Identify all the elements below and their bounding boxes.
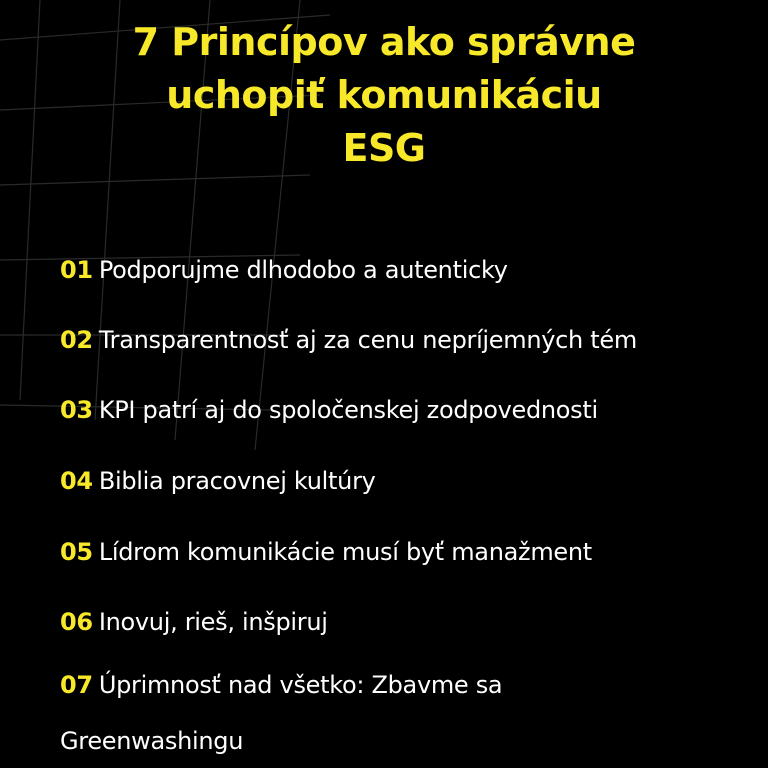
- principle-item-04: [60, 466, 376, 496]
- principle-item-06: [60, 607, 328, 637]
- principle-number: 01: [60, 256, 93, 284]
- principle-item-03: [60, 395, 598, 425]
- principle-number: 06: [60, 608, 93, 636]
- principle-text: Biblia pracovnej kultúry: [98, 467, 376, 495]
- principle-text: Lídrom komunikácie musí byť manažment: [98, 538, 592, 566]
- principle-number: 04: [60, 467, 93, 495]
- title-line-1: 7 Princípov ako správne: [132, 20, 636, 64]
- principle-number: 03: [60, 396, 93, 424]
- principle-item-07-continuation: Greenwashingu: [60, 727, 244, 755]
- page-title: [0, 16, 768, 175]
- principle-item-02: [60, 325, 637, 355]
- principle-text: Podporujme dlhodobo a autenticky: [98, 256, 508, 284]
- principle-item-07: [60, 670, 502, 700]
- principle-item-05: [60, 537, 592, 567]
- principle-text: Úprimnosť nad všetko: Zbavme sa: [98, 671, 503, 699]
- principle-text: KPI patrí aj do spoločenskej zodpovednosti: [98, 396, 598, 424]
- principle-text: Transparentnosť aj za cenu nepríjemných tém: [98, 326, 637, 354]
- principle-item-01: [60, 255, 508, 285]
- title-line-2: uchopiť komunikáciu: [166, 73, 602, 117]
- principle-number: 05: [60, 538, 93, 566]
- principle-number: 02: [60, 326, 93, 354]
- principle-number: 07: [60, 671, 93, 699]
- title-line-3: ESG: [342, 126, 426, 170]
- principle-text: Inovuj, rieš, inšpiruj: [98, 608, 328, 636]
